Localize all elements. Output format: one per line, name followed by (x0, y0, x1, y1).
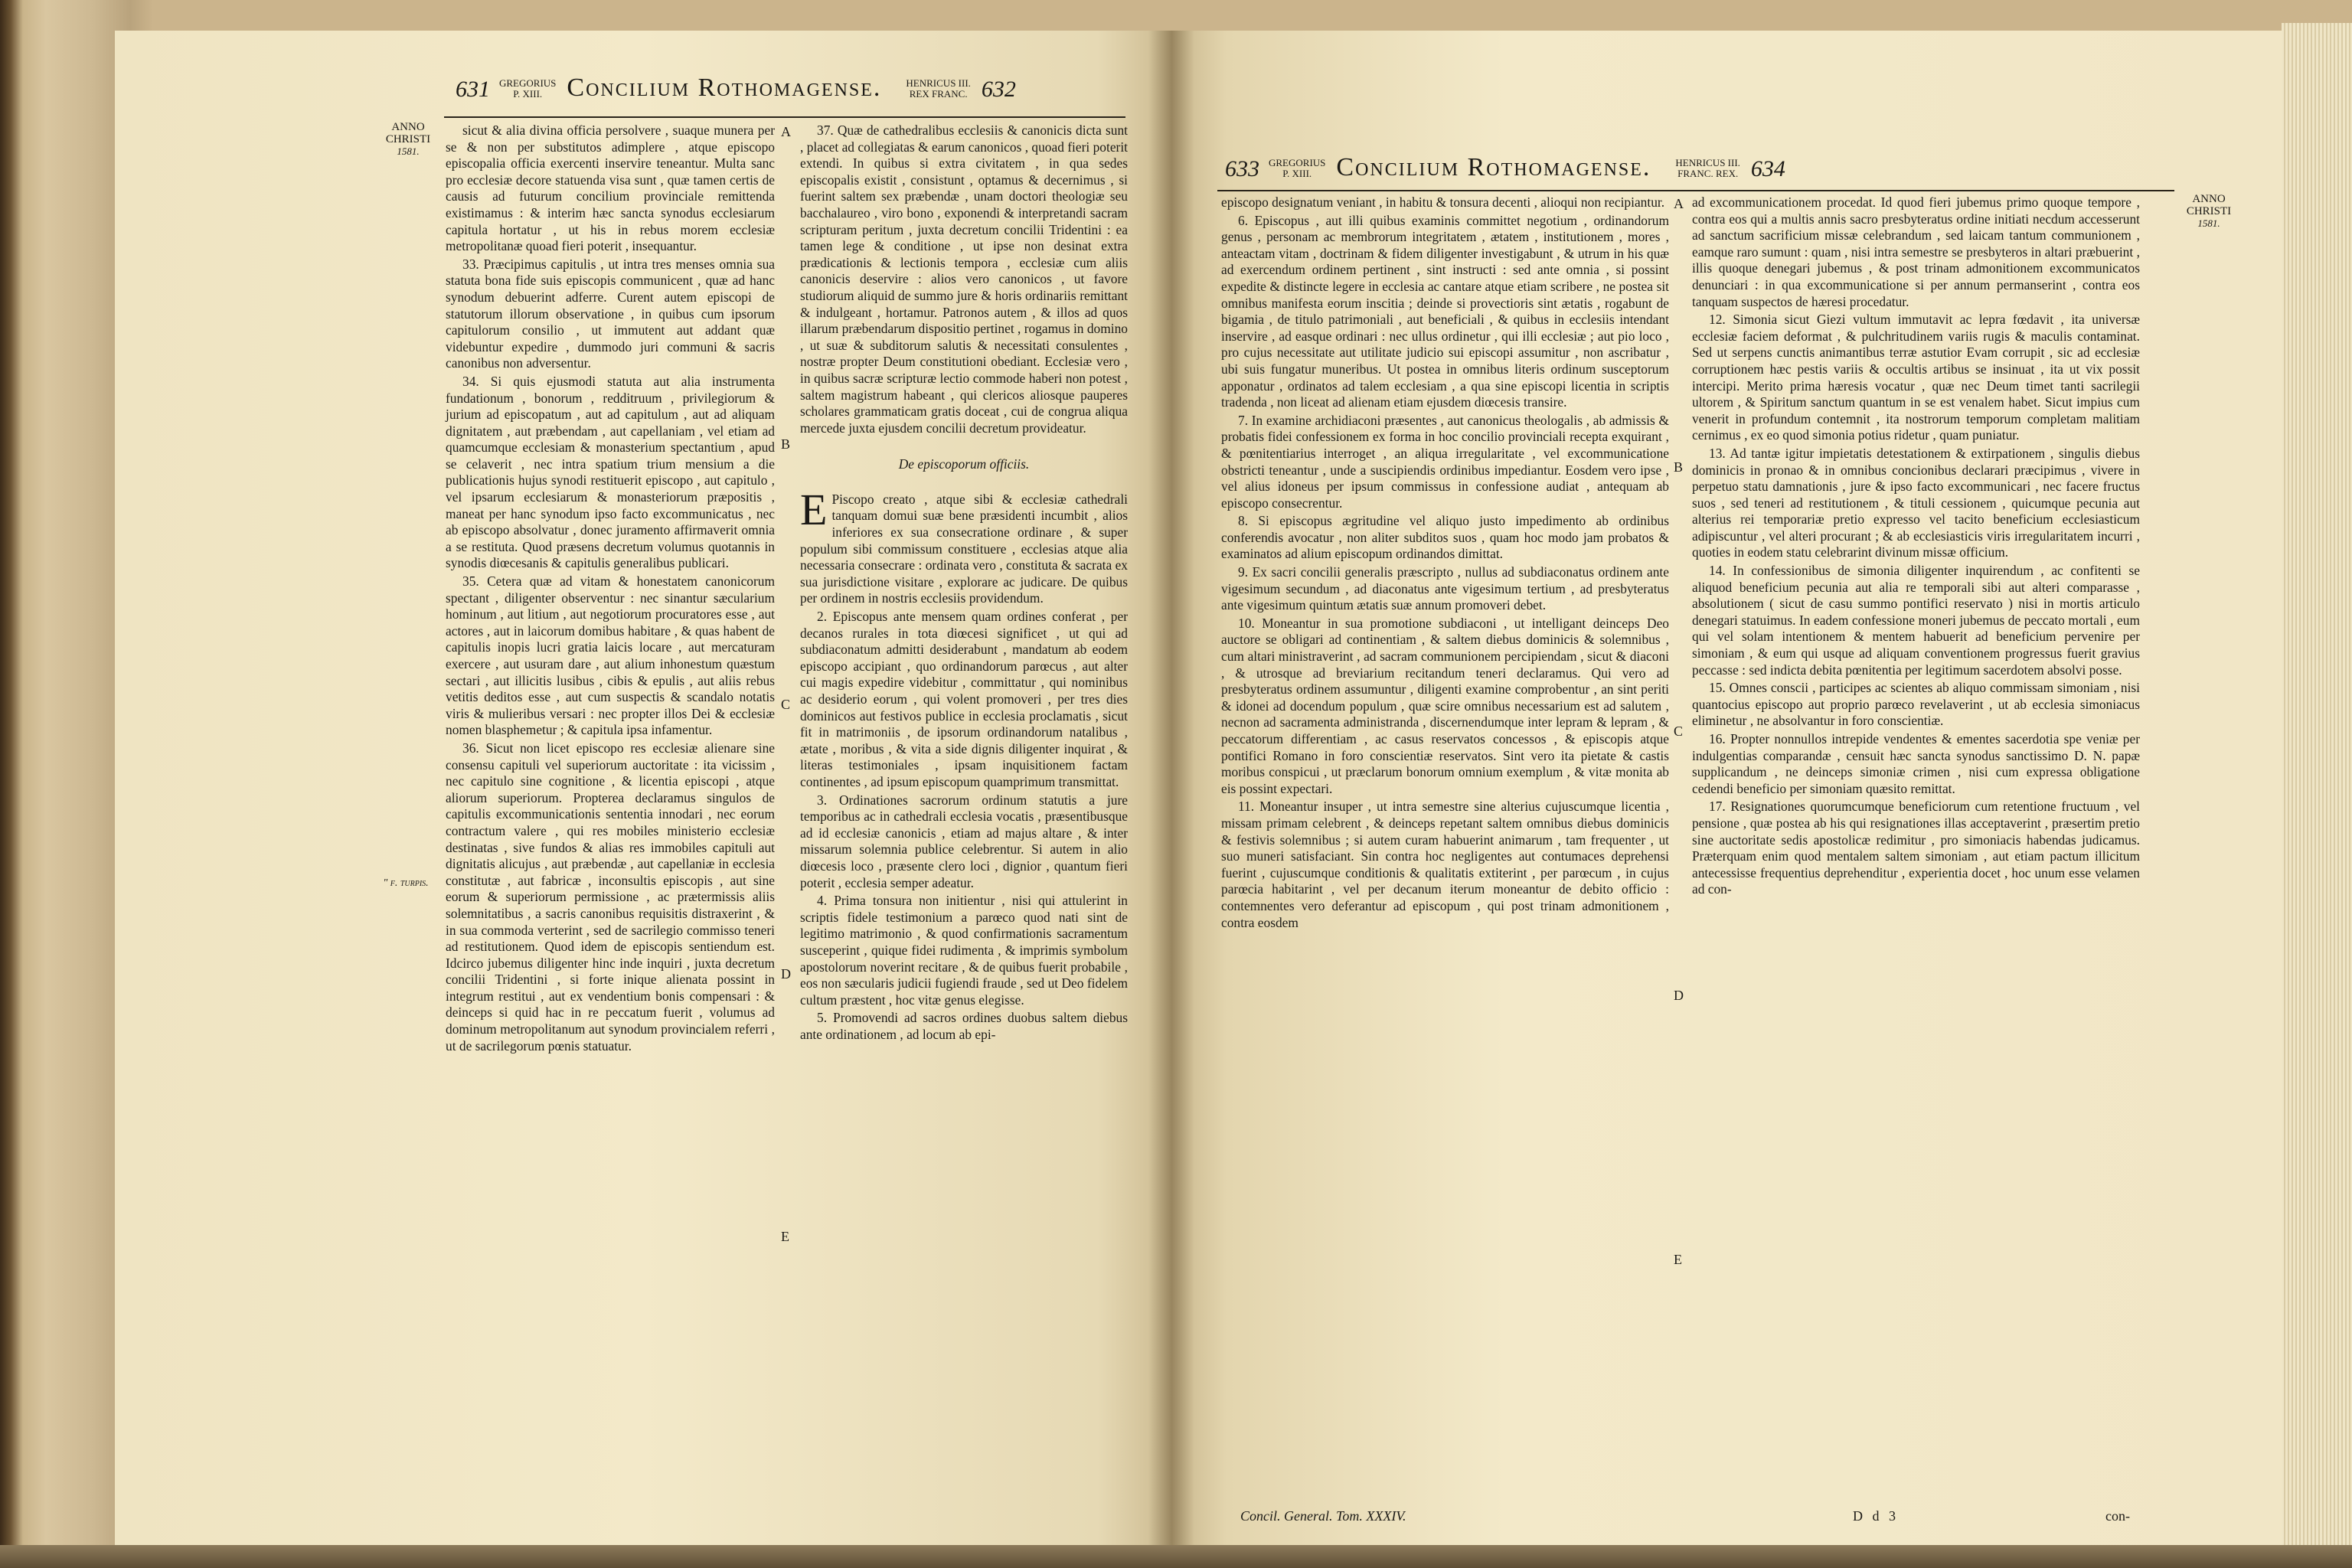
paragraph: 3. Ordinationes sacrorum ordinum statutis a jure temporibus ac in cathedrali ecclesia vocatis , præsentibusque ad id ecclesiæ canonicis , etiam ad majus altare , & inter missarum solemnia publice celebrentur. Si autem in alio diœcesis loco , præsente clero loci , dignior , quantum fieri poterit , ecclesia semper adeatur. (800, 792, 1128, 890)
pope-label (1269, 158, 1325, 179)
paragraph: sicut & alia divina officia persolvere , suaque munera per se & non per substitutos adimplere , atque episcopo episcopalia officia exercenti inservire teneantur. Multa sanc pro ecclesiæ decore statuenda visa sunt , quæ tamen certis de causis ad futurum concilium provinciale remittenda existimamus : & interim hæc sancta synodus ecclesiarum capitula hortatur , ut his in rebus morem ecclesiæ metropolitanæ quoad fieri poterit , insequantur. (446, 122, 775, 254)
right-column-1 (1221, 194, 1669, 933)
book-gutter (1148, 31, 1194, 1553)
paragraph: 12. Simonia sicut Giezi vultum immutavit ac lepra fœdavit , ita universæ ecclesiæ faciem deformat , & pulchritudinem variis rugis & maculis contaminat. Sed ut serpens cunctis animantibus terræ astutior Evam corrupit , sic ad ecclesiæ corruptionem hæc pestis variis & occultis artibus se insinuat , ita ut vix possit intercipi. Merito prima hæresis vocatur , quæ nec Deum timet tanti sacrilegii ultorem , & Spiritum sanctum quantum in se est venalem habet. Sicut impius cum venerit in profundum contemnit , ita nostrorum temporum completam malitiam cernimus , ex eo quod simonia potius ridetur , quam puniatur. (1692, 312, 2140, 443)
king-label (906, 78, 971, 100)
left-running-head (456, 74, 1016, 103)
margin-anno: ANNO (391, 121, 425, 133)
right-column-2 (1692, 194, 2140, 900)
right-page (1171, 31, 2282, 1550)
paragraph: 37. Quæ de cathedralibus ecclesiis & canonicis dicta sunt , placet ad collegiatas & earum canonicos , quoad fieri poterit extendi. In quibus si extra civitatem , in qua sedes episcopalis existit , consistunt , optamus & decernimus , si fuerint saltem sex præbendæ , unam doctori theologiæ seu bacchalaureo , viro bono , exponendi & interpretandi sacram scripturam peritum , juxta decretum concilii Tridentini : ea tamen lege & conditione , ut ipse non desinat extra prædicationis & lectionis tempora , ecclesiæ cum aliis canonicis deservire : alios vero canonicos , ut favore studiorum aliquid de summo jure & horis ordinariis remittant & indulgeant , hortamur. Patronos autem , & illos ad quos illarum præbendarum dispositio pertinet , rogamus in domino , ut suæ & subditorum salutis & necessitati consulentes , nostræ propter Deum constitutioni obediant. Ecclesiæ vero , in quibus sacræ scripturæ lectio commode haberi non potest , saltem magistrum habeant , qui clericos aliosque pauperes scholares grammaticam gratis doceat , cui de congrua aliqua mercede juxta ejusdem concilii decretum provideatur. (800, 122, 1128, 436)
left-page (115, 31, 1171, 1550)
paragraph: 33. Præcipimus capitulis , ut intra tres menses omnia sua statuta bona fide suis episcopis communicent , quæ ad hanc synodum debuerint adferre. Curent autem episcopi de statutorum illorum observatione , in quibus cum ipsorum capitulorum consilio , ut immutent aut addant quæ videbuntur expedire , dummodo juri communi & sacris canonibus non adversentur. (446, 256, 775, 371)
margin-year-note (383, 121, 433, 158)
paragraph (800, 484, 1128, 607)
section-letter-e: E (781, 1229, 789, 1244)
paragraph: 8. Si episcopus ægritudine vel aliquo justo impedimento ab ordinibus conferendis avocatur , non aliter subditos suos , quam hoc modo jam probatos & examinatos ad alium episcopum ordinandos dimittat. (1221, 513, 1669, 562)
margin-year: 1581. (2197, 217, 2220, 229)
paragraph: 17. Resignationes quorumcumque beneficiorum cum retentione fructuum , vel pensione , quæ postea ab his qui resignationes illas acceptaverint , præsertim pretio sine auctoritate sedis apostolicæ redimitur , pro simoniacis habendas judicamus. Præterquam enim quod mentalem saltem simoniam , aut etiam pactum illicitum antecessisse frequentius deprehenditur , experientia docet , hoc unum esse velamen ad con- (1692, 799, 2140, 897)
paragraph: 11. Moneantur insuper , ut intra semestre sine alterius cujuscumque licentia , missam primam celebrent , & deinceps repetant saltem omnibus diebus dominicis & festivis solemnibus ; si autem curam habuerint animarum , tam frequenter , ut suo muneri satisfaciant. Sin contra hoc negligentes aut contumaces deprehensi fuerint , cujuscumque conditionis & qualitatis extiterint , per parœcum , in cujus parœcia habitarint , vel per decanum iterum moneantur de debito officio : contemnentes vero deferantur ad episcopum , qui post trinam admonitionem , contra eosdem (1221, 799, 1669, 930)
page-title: Concilium Rothomagense. (567, 74, 882, 102)
paragraph: 13. Ad tantæ igitur impietatis detestationem & extirpationem , singulis diebus dominicis in pronao & in omnibus concionibus declarari præcipimus , vivere in perpetuo statu damnationis , jure & ipso facto excommunicari , nec facere fructus suos , sed teneri ad restitutionem , & tituli cessionem , quicumque pecunia aut alterius rei temporariæ pretio expresso vel tacito beneficium ecclesiasticum adipiscuntur , vel alteri procurant ; & ab ecclesiasticis viris irregularitatem incurri , quoties in eodem statu celebrarint divinum missæ officium. (1692, 445, 2140, 560)
head-rule (1217, 190, 2174, 191)
margin-christi: CHRISTI (2186, 205, 2232, 217)
paragraph: 35. Cetera quæ ad vitam & honestatem canonicorum spectant , diligenter observentur : nec sinantur sæcularium hominum , aut litium , aut negotiorum procuratores esse , aut actores , aut in laicorum domibus habitare , & quas habent de capitulis inopis lucri gratia laicis locare , aut mercaturam exercere , aut usuram dare , aut alium inhonestum quæstum sectari , aut illicitis lusibus , cibis & epulis , aut aliis rebus vetitis deditos esse , aut cum suspectis & scandalo notatis viris & mulieribus versari : nec propter illos Dei & ecclesiæ nomen blasphemetur ; & capitula ipsa infamentur. (446, 573, 775, 738)
king-label (1675, 158, 1740, 179)
paragraph: 15. Omnes conscii , participes ac scientes ab aliquo commissam simoniam , nisi quantocius episcopo aut proprio parœco revelaverint , ut ab ecclesia simoniacus eliminetur , ne absolvantur in foro conscientiæ. (1692, 680, 2140, 729)
paragraph: 34. Si quis ejusmodi statuta aut alia instrumenta fundationum , bonorum , redditruum , privilegiorum & jurium ad episcopatum , aut ad capitulum , aut ad aliquam dignitatem , aut præbendam , aut capellaniam , vel etiam ad quamcumque ecclesiam & monasterium spectantium , apud se celaverit , nec intra spatium trium mensium a die publicationis hujus synodi restituerit episcopo , aut capitulo , vel ipsarum ecclesiarum & monasteriorum præpositis , maneat per hanc synodum ipso facto excommunicatus , nec ab episcopo absolvatur , donec juramento affirmaverit omnia a se restituta. Quod præsens decretum volumus quotannis in synodis diœcesanis & capitulis generalibus publicari. (446, 373, 775, 571)
left-column-1 (446, 122, 775, 1056)
pope-number: P. XIII. (513, 88, 543, 100)
section-letter-b: B (1674, 459, 1684, 475)
page-number-634: 634 (1750, 156, 1785, 181)
table-cloth (0, 1545, 2352, 1568)
margin-year: 1581. (397, 145, 420, 157)
paragraph: 5. Promovendi ad sacros ordines duobus saltem diebus ante ordinationem , ad locum ab epi- (800, 1010, 1128, 1042)
page-title: Concilium Rothomagense. (1336, 153, 1651, 181)
paragraph: 14. In confessionibus de simonia diligenter inquirendum , ac confitenti se aliquod beneficium pecunia aut alia re temporali sibi aut alteri comparasse , absolutionem ( sicut de casu summo pontifici reservato ) nisi in mortis articulo denegari statuimus. In eadem confessione moneri jubemus de peccato mortali , eum qui vel solam intentionem & mentem habuerit ad beneficium pervenire per simoniam , & eum qui usque ad aliquam conventionem progressus fuerit gravius peccasse : sed indicta debita pœnitentia per legitimum sacerdotem absolvi posse. (1692, 563, 2140, 678)
left-column-2 (800, 122, 1128, 1044)
section-letter-a: A (1674, 196, 1684, 211)
section-letter-d: D (781, 966, 791, 982)
king-title: FRANC. REX. (1677, 168, 1739, 179)
section-letter-c: C (781, 697, 791, 712)
page-edges (2282, 23, 2352, 1560)
footer-catchword: con- (2105, 1508, 2130, 1524)
paragraph: 2. Episcopus ante mensem quam ordines conferat , per decanos rurales in tota diœcesi significet , ut qui ad subdiaconatum admitti desiderabunt , mandatum ab eodem episcopo accipiant , quo ordinandorum parœcus , aut alter cui magis expedire videbitur , committatur , qui nominibus ac desiderio eorum , qui volent promoveri , per tres dies dominicos aut festivos publice in ecclesia proclamatis , sicut fit in matrimoniis , de ipsorum ordinandorum natalibus , ætate , moribus , & vita a side dignis diligenter inquirat , & literas testimoniales , ipsam inquisitionem factam continentes , ad ipsum episcopum quamprimum transmittat. (800, 609, 1128, 789)
paragraph: 10. Moneantur in sua promotione subdiaconi , ut intelligant deinceps Deo auctore se obligari ad continentiam , & saltem diebus dominicis & solemnibus , cum altari ministraverint , ad sacram communionem percipiendam , sicut & diaconi , & utrosque ad breviarium recitandum teneri declaramus. Qui vero ad presbyteratus ordinem assumuntur , diligenti examine comprobentur , an sint periti & idonei ad docendum populum , quæ scire omnibus necessarium est ad salutem , necnon ad sacramenta administranda , discernendumque inter lepram & lepram , & peccatorum differentiam , ac casus reservatos concessos , & episcopis atque pontifici Romano in foro conscientiæ reservatos. Sint vero ita pietate & castis moribus conspicui , ut præclarum bonorum omnium exemplum , & vitæ monita ab eis possint expectari. (1221, 615, 1669, 796)
paragraph: 7. In examine archidiaconi præsentes , aut canonicus theologalis , ab admissis & probatis fidei confessionem ex forma in hoc concilio provinciali recepta exquirant , & pœnitentiarius interroget , an aliqua irregularitate , vel excommunicatione obstricti teneantur , unde a suscipiendis ordinibus impediantur. Eosdem vero ipse , vel alius idoneus per ipsum commissus in confessione audiat , antequam ab episcopo consecrentur. (1221, 412, 1669, 511)
paragraph-text: Piscopo creato , atque sibi & ecclesiæ cathedrali tanquam domui suæ bene præsidenti incumbit , alios inferiores ex sua consecratione ordinare , & super populum sibi commissum constituere , ecclesias atque alia necessaria consecrare : ordinata vero , constituta & sacrata ex sua jurisdictione visitare , explorare ac judicare. De quibus per ordinem in nostris ecclesiis providendum. (800, 491, 1128, 606)
section-heading: De episcoporum officiis. (898, 456, 1030, 472)
section-letter-c: C (1674, 724, 1684, 739)
pope-label (499, 78, 556, 100)
paragraph: ad excommunicationem procedat. Id quod fieri jubemus primo quoque tempore , contra eos qui a multis annis sacro presbyteratus ordine initiati necdum accesserunt ad sanctum sacrificium missæ celebrandum , sed laicam tantum communionem , eamque raro sumunt : quam , nisi intra semestre se presbyteros in altari præbuerint , illis quoque denegari jubemus , & post trinam admonitionem excommunicatos denunciari : in qua excommunicatione si per annum permanserint , contra eos tanquam suspectos de hæresi procedatur. (1692, 194, 2140, 309)
margin-christi: CHRISTI (385, 133, 431, 145)
paragraph: 9. Ex sacri concilii generalis præscripto , nullus ad subdiaconatus ordinem ante vigesimum secundum , ad diaconatus ante vigesimum tertium , ad presbyteratus ante vigesimum quintum ætatis suæ annum promoveri debet. (1221, 564, 1669, 613)
paragraph: 16. Propter nonnullos intrepide vendentes & ementes sacerdotia spe veniæ per indulgentias comparandæ , censuit hæc sancta synodus sanctissimo D. N. papæ supplicandum , ne deinceps simoniæ crimen , nisi cum expressa obligatione cedendi beneficio per simoniam quæsito remittat. (1692, 731, 2140, 796)
page-number-633: 633 (1225, 156, 1259, 181)
margin-anno: ANNO (2192, 193, 2226, 205)
section-letter-a: A (781, 124, 791, 139)
pope-name: GREGORIUS (1269, 157, 1326, 168)
section-letter-b: B (781, 436, 791, 452)
king-title: REX FRANC. (909, 88, 968, 100)
paragraph: 36. Sicut non licet episcopo res ecclesiæ alienare sine consensu capituli vel superiorum auctoritate : ita vicissim , nec capitulo sine cognitione , & licentia episcopi , atque aliorum superiorum. Propterea declaramus singulos de capitulis excommunicationis sententia innodari , nec eorum contractum valere , qui res mobiles ministerio ecclesiæ destinatas , sive fundos & alias res immobiles capituli aut dignitatis alicujus , aut præbendæ , aut capellaniæ in ecclesia constitutæ , aut fabricæ , inconsultis episcopis , aut sine eorum & superiorum permissione , ac prætermissis aliis solemnitatibus , a sacris canonibus requisitis distraxerint , & in sua commoda verterint , sed de sacrilegio commisso teneri ad restitutionem. Quod idem de episcopis sentiendum est. Idcirco jubemus diligenter hinc inde inquiri , juxta decretum concilii Tridentini , si forte inique alienata possint in integrum restitui , aut ex vendentium bonis compensari : & deinceps si quid hac in re peccatum fuerit , volumus ad dominum metropolitanum aut synodum provincialem referri , ut de sacrilegorum pœnis statuatur. (446, 740, 775, 1054)
head-rule (444, 116, 1125, 118)
margin-variant-note: " f. turpis. (383, 877, 429, 889)
footer-signature-mark: D d 3 (1853, 1508, 1899, 1524)
footer-signature-title: Concil. General. Tom. XXXIV. (1240, 1508, 1406, 1524)
king-name: HENRICUS III. (1675, 157, 1740, 168)
margin-year-note (2178, 193, 2239, 230)
page-number-632: 632 (981, 77, 1016, 102)
page-number-631: 631 (456, 77, 490, 102)
section-letter-e: E (1674, 1252, 1682, 1267)
paragraph: 4. Prima tonsura non initientur , nisi qui attulerint in scriptis fidele testimonium a parœco quod nati sint de legitimo matrimonio , & quod confirmationis sacramentum susceperint , quique fidei rudimenta , & imprimis symbolum apostolorum noverint recitare , & de quibus fuerit probabile , eos non sæcularis judicii fugiendi fraude , sed ut Deo fidelem cultum præstent , hoc vitæ genus elegisse. (800, 893, 1128, 1008)
section-letter-d: D (1674, 988, 1684, 1003)
drop-cap: E (800, 484, 828, 534)
paragraph: 6. Episcopus , aut illi quibus examinis committet negotium , ordinandorum genus , personam ac membrorum integritatem , ætatem , institutionem , mores , anteactam vitam , doctrinam & fidem diligenter investigabunt , & utrum in his quæ ad exercendum ordinem pertinent , sint instructi : sed ante omnia , si possint expedite & distincte legere in ecclesia ac cantare atque etiam scribere , ne postea sit omnibus manifesta eorum inscitia ; deinde si provectioris sint ætatis , rogabunt de bigamia , de titulo patrimoniali , aut beneficiali , & quibus in ecclesiis intendant inservire , ad easque ordinari : nec ullus ordinetur , qui illi ecclesiæ ; aut pio loco , pro cujus necessitate aut utilitate judicio sui episcopi assumitur , non ascribatur , ubi suis fungatur muneribus. Ut postea in omnibus literis ordinum susceptorum apponatur , ordinatos ad talem ecclesiam , a qua sine episcopi licentia in scriptis tradenda , non liceat ad alienam etiam ejusdem diœcesis transire. (1221, 212, 1669, 410)
paragraph: episcopo designatum veniant , in habitu & tonsura decenti , alioqui non recipiantur. (1221, 194, 1665, 210)
right-running-head (1225, 153, 1785, 182)
king-name: HENRICUS III. (906, 77, 971, 89)
pope-name: GREGORIUS (499, 77, 557, 89)
pope-number: P. XIII. (1282, 168, 1312, 179)
